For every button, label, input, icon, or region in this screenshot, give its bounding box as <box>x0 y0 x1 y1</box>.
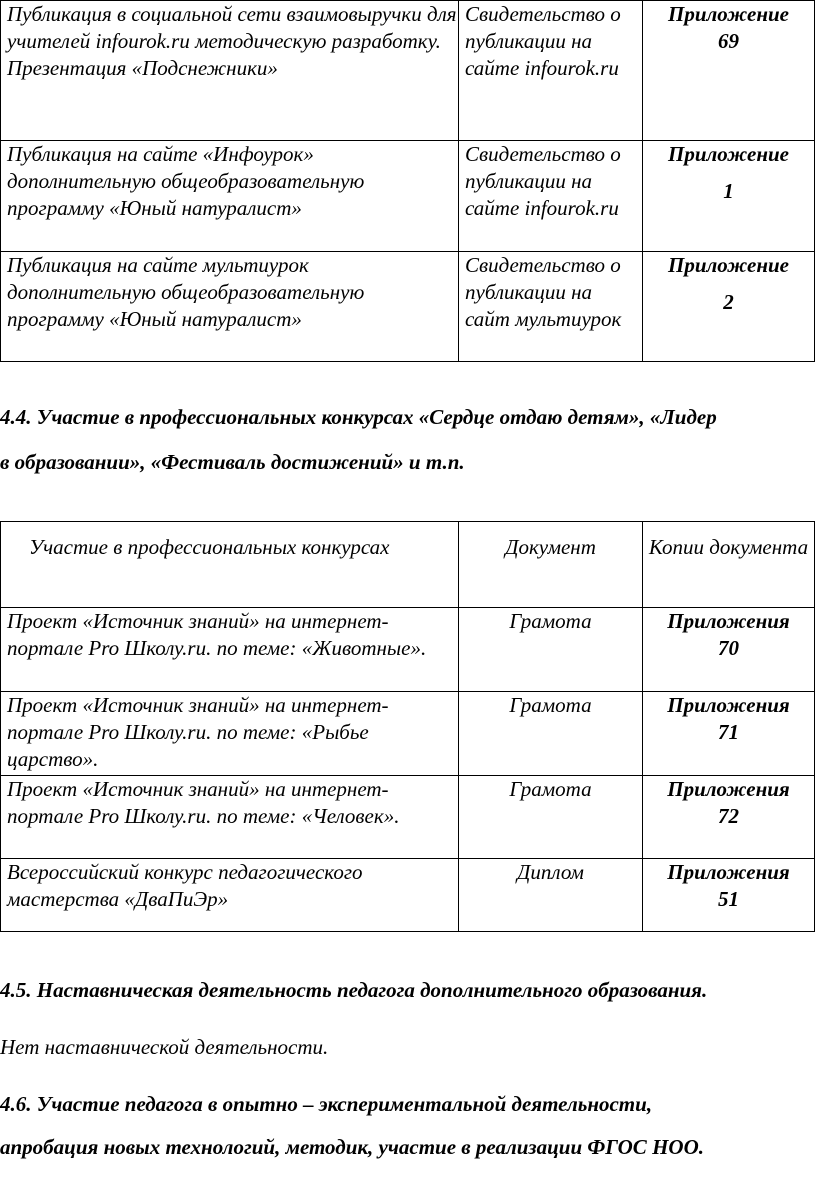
column-header: Документ <box>459 522 643 608</box>
table-header-row <box>1 522 815 608</box>
contest-document: Диплом <box>459 859 643 932</box>
contests-table <box>0 521 815 932</box>
section-4-4-heading-line2: в образовании», «Фестиваль достижений» и т.п. <box>0 450 465 474</box>
publication-description: Публикация на сайте «Инфоурок» дополнительную общеобразовательную программу «Юный натуралист» <box>1 141 459 252</box>
publication-document: Свидетельство о публикации на сайт мультиурок <box>459 252 643 362</box>
contest-document: Грамота <box>459 692 643 776</box>
section-4-6-heading-line2: апробация новых технологий, методик, участие в реализации ФГОС НОО. <box>0 1135 704 1159</box>
appendix-number: 71 <box>718 720 739 744</box>
section-4-4-heading-line1: 4.4. Участие в профессиональных конкурсах «Сердце отдаю детям», «Лидер <box>0 405 717 429</box>
section-4-5-heading: 4.5. Наставническая деятельность педагога дополнительного образования. <box>0 978 708 1002</box>
appendix-ref <box>643 692 815 776</box>
contest-description: Проект «Источник знаний» на интернет-портале Pro Школу.ru. по теме: «Человек». <box>1 776 459 859</box>
section-4-6-heading-line1: 4.6. Участие педагога в опытно – экспериментальной деятельности, <box>0 1092 653 1116</box>
appendix-number: 69 <box>718 29 739 53</box>
appendix-number: 2 <box>723 290 734 314</box>
appendix-ref <box>643 776 815 859</box>
publication-description: Публикация на сайте мультиурок дополнительную общеобразовательную программу «Юный натуралист» <box>1 252 459 362</box>
publication-document: Свидетельство о публикации на сайте infourok.ru <box>459 1 643 141</box>
appendix-number: 1 <box>723 179 734 203</box>
appendix-label: Приложения <box>667 693 790 717</box>
appendix-label: Приложение <box>668 253 789 277</box>
contest-document: Грамота <box>459 608 643 692</box>
column-header: Копии документа <box>643 522 815 608</box>
appendix-ref <box>643 141 815 252</box>
publication-description: Публикация в социальной сети взаимовыручки для учителей infourok.ru методическую разработку. Презентация «Подснежники» <box>1 1 459 141</box>
table-row <box>1 692 815 776</box>
appendix-label: Приложение <box>668 2 789 26</box>
section-4-5-text: Нет наставнической деятельности. <box>0 1035 329 1059</box>
appendix-number: 70 <box>718 636 739 660</box>
appendix-label: Приложение <box>668 142 789 166</box>
contest-document: Грамота <box>459 776 643 859</box>
table-row <box>1 859 815 932</box>
appendix-label: Приложения <box>667 860 790 884</box>
table-row <box>1 141 815 252</box>
contest-description: Проект «Источник знаний» на интернет-портале Pro Школу.ru. по теме: «Рыбье царство». <box>1 692 459 776</box>
table-row <box>1 252 815 362</box>
table-row <box>1 776 815 859</box>
appendix-label: Приложения <box>667 609 790 633</box>
appendix-ref <box>643 252 815 362</box>
publication-document: Свидетельство о публикации на сайте infourok.ru <box>459 141 643 252</box>
table-row <box>1 608 815 692</box>
appendix-number: 51 <box>718 887 739 911</box>
contest-description: Всероссийский конкурс педагогического мастерства «ДваПиЭр» <box>1 859 459 932</box>
appendix-label: Приложения <box>667 777 790 801</box>
appendix-number: 72 <box>718 804 739 828</box>
publications-table <box>0 0 815 362</box>
appendix-ref <box>643 608 815 692</box>
table-row <box>1 1 815 141</box>
contest-description: Проект «Источник знаний» на интернет-портале Pro Школу.ru. по теме: «Животные». <box>1 608 459 692</box>
column-header: Участие в профессиональных конкурсах <box>1 522 459 608</box>
appendix-ref <box>643 859 815 932</box>
appendix-ref <box>643 1 815 141</box>
